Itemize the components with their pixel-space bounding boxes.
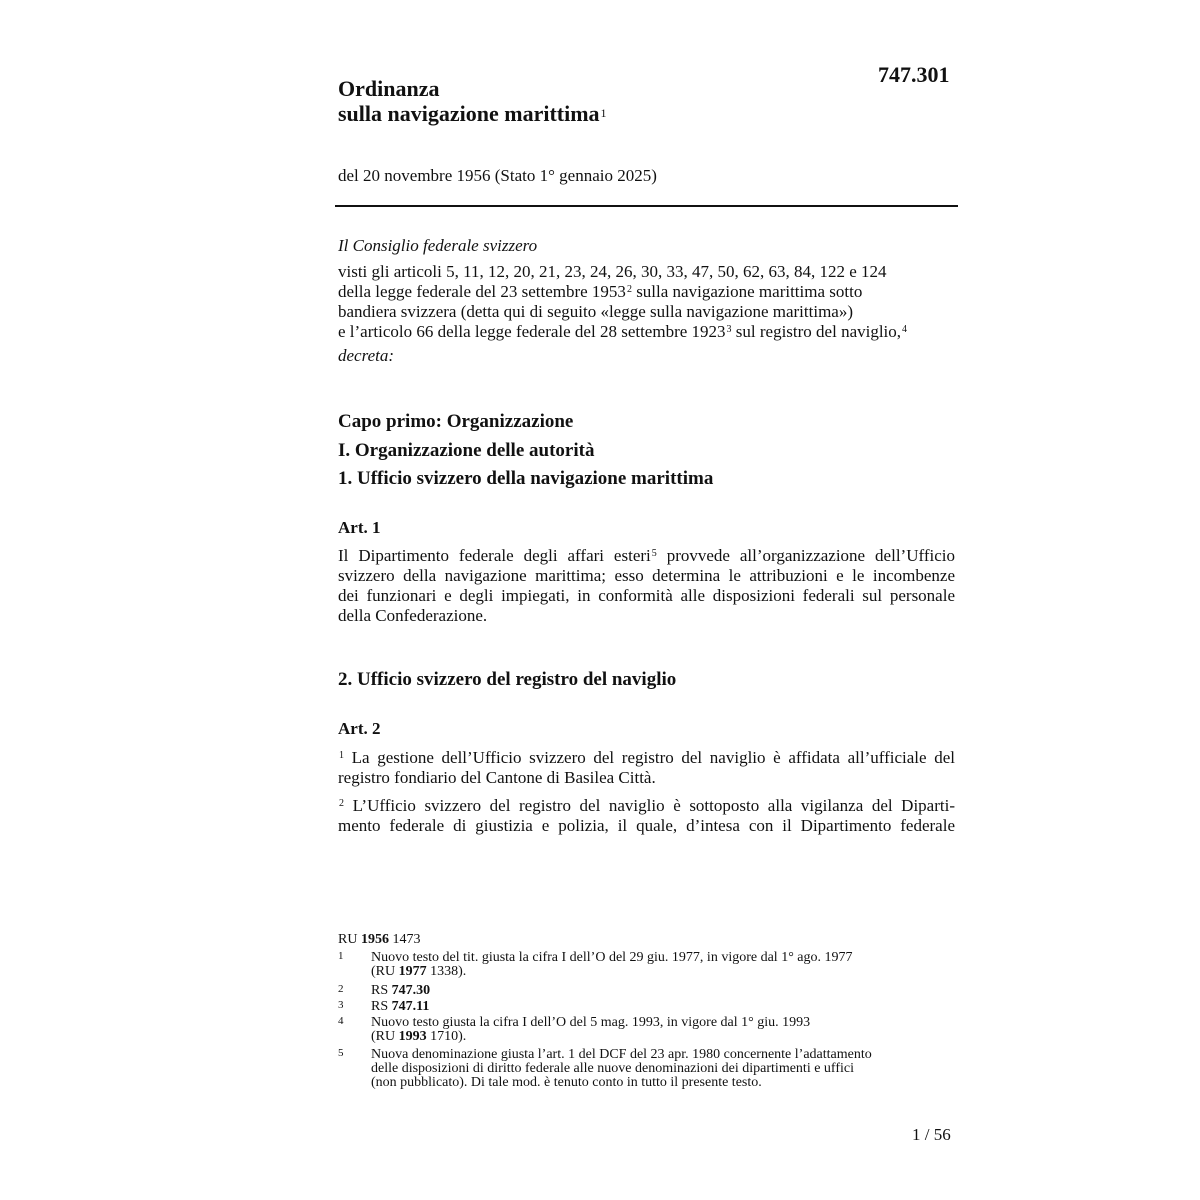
preamble-decreta: decreta: [338,346,395,365]
sr-number: 747.301 [878,62,950,87]
paragraph-line [338,748,955,768]
preamble-text: e l’articolo 66 della legge federale del 28 settembre 1923 [338,322,726,341]
footnote-line [371,965,956,979]
footnote-ref[interactable]: 3 [726,324,732,335]
paragraph-line: della Confederazione. [338,606,488,625]
footnote-number: 5 [338,1047,344,1059]
title-line-1: Ordinanza [338,76,440,101]
article-1-label: Art. 1 [338,518,381,537]
paragraph-line: mento federale di giustizia e polizia, il quale, d’intesa con il Dipartimento federale [338,816,955,835]
source-prefix: RU [338,932,358,947]
preamble-authority: Il Consiglio federale svizzero [338,236,538,255]
paragraph-number: 1 [339,750,344,761]
footnote-part: 1710). [426,1029,467,1044]
footnote-ref-link[interactable]: 747.30 [391,983,431,998]
footnote-line: Nuovo testo del tit. giusta la cifra I dell’O del 29 giu. 1977, in vigore dal 1° ago. 1977 [371,950,853,965]
section-heading: I. Organizzazione delle autorità [338,440,595,461]
document-date: del 20 novembre 1956 (Stato 1° gennaio 2025) [338,166,657,185]
footnote-text [371,984,956,998]
preamble-text: sulla navigazione marittima sotto [631,282,863,301]
footnote-number: 3 [338,999,344,1011]
footnote-2 [338,984,958,1000]
footnote-line: (non pubblicato). Di tale mod. è tenuto conto in tutto il presente testo. [371,1075,762,1090]
footnote-ref[interactable]: 2 [626,284,632,295]
preamble-text: della legge federale del 23 settembre 1953 [338,282,626,301]
document-title [338,76,607,126]
paragraph-text: provvede all’organizzazione dell’Ufficio [656,546,955,565]
article-2-paragraph-1 [338,748,955,788]
footnote-4 [338,1016,958,1046]
source-year: 1956 [360,932,389,947]
source-page: 1473 [392,932,421,947]
footnote-number: 1 [338,950,344,962]
article-2-label: Art. 2 [338,719,381,738]
subsection-heading-1: 1. Ufficio svizzero della navigazione marittima [338,468,714,489]
footnote-line: Nuova denominazione giusta l’art. 1 del DCF del 23 apr. 1980 concernente l’adattamento [371,1047,872,1062]
paragraph-text: La gestione dell’Ufficio svizzero del registro del naviglio è affidata all’ufficiale del [344,748,955,767]
preamble-line: visti gli articoli 5, 11, 12, 20, 21, 23, 24, 26, 30, 33, 47, 50, 62, 63, 84, 122 e 124 [338,262,887,281]
footnote-number: 4 [338,1015,344,1027]
footnote-text [371,1016,956,1044]
footnote-5 [338,1048,958,1094]
footnote-line [371,1030,956,1044]
footnote-text [371,1000,956,1014]
preamble-line: bandiera svizzera (detta qui di seguito «legge sulla navigazione marittima») [338,302,854,321]
footnote-part: (RU [371,964,399,979]
subsection-heading-2: 2. Ufficio svizzero del registro del naviglio [338,669,677,690]
footnote-part: 1338). [426,964,467,979]
page-number: 1 / 56 [912,1125,951,1144]
footnote-3 [338,1000,958,1016]
article-2-paragraph-2 [338,796,955,836]
preamble-line [338,282,958,302]
footnote-year: 1977 [398,964,427,979]
preamble-line [338,322,958,342]
footnote-year: 1993 [398,1029,427,1044]
paragraph-line [338,546,955,566]
article-1-text [338,546,955,626]
footnote-ref[interactable]: 4 [902,324,908,335]
footnote-part: (RU [371,1029,399,1044]
paragraph-line: registro fondiario del Cantone di Basilea Città. [338,768,656,787]
paragraph-text: Il Dipartimento federale degli affari esteri [338,546,651,565]
header-divider [335,205,958,207]
paragraph-line [338,796,955,816]
footnote-number: 2 [338,983,344,995]
preamble [338,236,958,366]
footnote-ref[interactable]: 1 [600,106,607,120]
footnote-text [371,951,956,979]
paragraph-number: 2 [339,798,344,809]
title-text: sulla navigazione marittima [338,101,600,126]
footnote-part: RS [371,999,392,1014]
footnote-line: delle disposizioni di diritto federale alle nuove denominazioni dei dipartimenti e uffici [371,1061,854,1076]
preamble-text: sul registro del naviglio, [731,322,902,341]
footnote-ref[interactable]: 5 [651,548,657,559]
footnote-1 [338,951,958,981]
footnote-line: Nuovo testo giusta la cifra I dell’O del 5 mag. 1993, in vigore dal 1° giu. 1993 [371,1015,811,1030]
footnote-part: RS [371,983,392,998]
footnote-text [371,1048,956,1090]
footnote-ref-link[interactable]: 747.11 [391,999,430,1014]
chapter-heading: Capo primo: Organizzazione [338,411,574,432]
paragraph-line: dei funzionari e degli impiegati, in conformità alle disposizioni federali sul personale [338,586,955,605]
paragraph-text: L’Ufficio svizzero del registro del naviglio è sottoposto alla vigilanza del Diparti- [344,796,955,815]
official-source [338,932,420,948]
paragraph-line: svizzero della navigazione marittima; esso determina le attribuzioni e le incombenze [338,566,955,585]
title-line-2 [338,101,607,126]
